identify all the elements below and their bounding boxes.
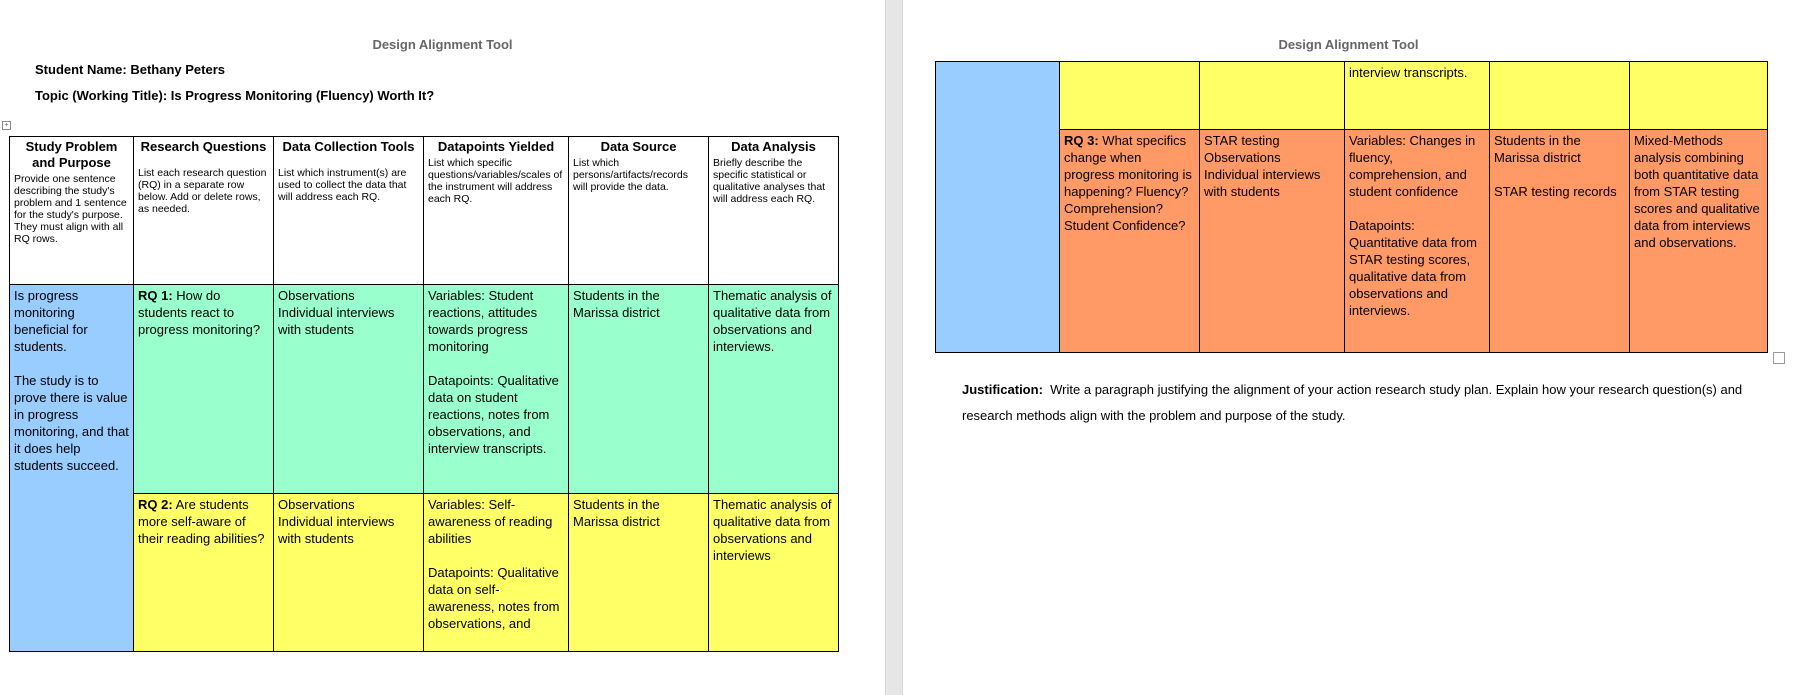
rq2-analysis-cell-continued[interactable] bbox=[1630, 62, 1768, 130]
rq3-source-cell[interactable]: Students in the Marissa district STAR testing records bbox=[1490, 130, 1630, 353]
problem-purpose-cell[interactable] bbox=[10, 285, 134, 652]
rq3-analysis-cell[interactable]: Mixed-Methods analysis combining both quantitative data from STAR testing scores and qualitative data from interviews and observations. bbox=[1630, 130, 1768, 353]
problem-statement: Is progress monitoring beneficial for students. bbox=[14, 288, 88, 354]
rq3-tools-cell[interactable]: STAR testing Observations Individual interviews with students bbox=[1200, 130, 1345, 353]
column-desc-research-questions: List each research question (RQ) in a separate row below. Add or delete rows, as needed. bbox=[138, 167, 267, 215]
rq1-datapoints-cell[interactable]: Variables: Student reactions, attitudes towards progress monitoring Datapoints: Qualitative data on student reactions, notes from observations, and interview transcripts. bbox=[424, 285, 569, 494]
rq2-datapoints-cell[interactable]: Variables: Self-awareness of reading abilities Datapoints: Qualitative data on self-awareness, notes from observations, and bbox=[424, 494, 569, 652]
topic-label: Topic (Working Title): bbox=[35, 88, 168, 103]
topic-line bbox=[35, 88, 434, 103]
rq2-source-cell[interactable]: Students in the Marissa district bbox=[569, 494, 709, 652]
table-row-rq1 bbox=[10, 285, 839, 494]
column-header-data-collection: Data Collection Tools List which instrument(s) are used to collect the data that will address each RQ. bbox=[274, 137, 424, 285]
page-header-title: Design Alignment Tool bbox=[1278, 37, 1419, 52]
rq1-source-cell[interactable]: Students in the Marissa district bbox=[569, 285, 709, 494]
page-gutter bbox=[885, 0, 903, 695]
table-row-rq2 bbox=[10, 494, 839, 652]
rq3-question-cell[interactable]: RQ 3: What specifics change when progress monitoring is happening? Fluency? Comprehension? Student Confidence? bbox=[1060, 130, 1200, 353]
column-desc-problem: Provide one sentence describing the study's problem and 1 sentence for the study's purpose. They must align with all RQ rows. bbox=[14, 173, 127, 245]
rq2-question-cell-continued[interactable] bbox=[1060, 62, 1200, 130]
purpose-statement: The study is to prove there is value in progress monitoring, and that it does help students succeed. bbox=[14, 373, 129, 473]
rq3-datapoints-cell[interactable]: Variables: Changes in fluency, comprehension, and student confidence Datapoints: Quantitative data from STAR testing scores, qualitative data from observations and interviews. bbox=[1345, 130, 1490, 353]
table-row-rq2-continued bbox=[936, 62, 1768, 130]
student-name-label: Student Name: bbox=[35, 62, 127, 77]
table-resize-handle[interactable] bbox=[1773, 352, 1785, 364]
table-header-row bbox=[10, 137, 839, 285]
column-header-problem: Study Problem and Purpose Provide one sentence describing the study's problem and 1 sentence for the study's purpose. They must align with all RQ rows. bbox=[10, 137, 134, 285]
rq2-tools-cell-continued[interactable] bbox=[1200, 62, 1345, 130]
column-header-data-analysis: Data Analysis Briefly describe the specific statistical or qualitative analyses that will address each RQ. bbox=[709, 137, 839, 285]
topic-value: Is Progress Monitoring (Fluency) Worth It? bbox=[170, 88, 435, 103]
page-header-title: Design Alignment Tool bbox=[372, 37, 513, 52]
rq1-analysis-cell[interactable]: Thematic analysis of qualitative data from observations and interviews. bbox=[709, 285, 839, 494]
document-page-1 bbox=[0, 0, 885, 695]
table-row-rq3 bbox=[936, 130, 1768, 353]
column-desc-data-analysis: Briefly describe the specific statistical or qualitative analyses that will address each RQ. bbox=[713, 157, 826, 205]
justification-paragraph bbox=[962, 377, 1772, 429]
column-desc-data-source: List which persons/artifacts/records will provide the data. bbox=[573, 157, 688, 193]
rq2-datapoints-cell-continued[interactable]: interview transcripts. bbox=[1345, 62, 1490, 130]
column-header-research-questions: Research Questions List each research question (RQ) in a separate row below. Add or delete rows, as needed. bbox=[134, 137, 274, 285]
rq1-question-cell[interactable]: RQ 1: How do students react to progress monitoring? bbox=[134, 285, 274, 494]
rq2-analysis-cell[interactable]: Thematic analysis of qualitative data from observations and interviews bbox=[709, 494, 839, 652]
design-alignment-table bbox=[9, 136, 839, 652]
student-name-value: Bethany Peters bbox=[130, 62, 226, 77]
column-desc-data-collection: List which instrument(s) are used to collect the data that will address each RQ. bbox=[278, 167, 407, 203]
justification-text: Write a paragraph justifying the alignment of your action research study plan. Explain how your research question(s) and research methods align with the problem and purpose of the study. bbox=[962, 382, 1743, 423]
column-header-data-source: Data Source List which persons/artifacts/records will provide the data. bbox=[569, 137, 709, 285]
table-move-handle[interactable]: + bbox=[2, 121, 11, 130]
column-header-datapoints: Datapoints Yielded List which specific questions/variables/scales of the instrument will address each RQ. bbox=[424, 137, 569, 285]
justification-label: Justification: bbox=[962, 382, 1043, 397]
student-name-line bbox=[35, 62, 225, 77]
design-alignment-table-continued bbox=[935, 61, 1768, 353]
rq2-question-cell[interactable]: RQ 2: Are students more self-aware of their reading abilities? bbox=[134, 494, 274, 652]
rq1-tools-cell[interactable]: Observations Individual interviews with students bbox=[274, 285, 424, 494]
problem-purpose-cell-continued[interactable] bbox=[936, 62, 1060, 353]
rq2-tools-cell[interactable]: Observations Individual interviews with students bbox=[274, 494, 424, 652]
column-desc-datapoints: List which specific questions/variables/scales of the instrument will address each RQ. bbox=[428, 157, 563, 205]
rq2-source-cell-continued[interactable] bbox=[1490, 62, 1630, 130]
